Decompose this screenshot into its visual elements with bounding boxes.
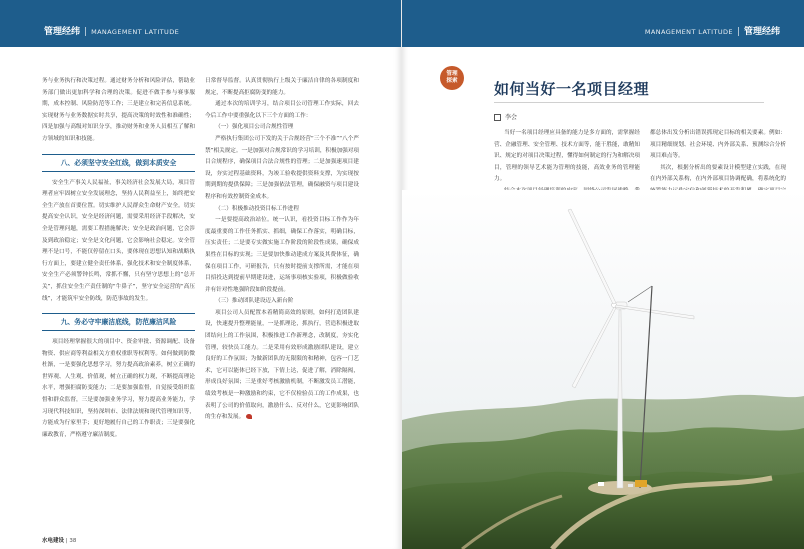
col2-subheading-3: （三）推动团队建设迈入新台阶 [215,298,294,305]
left-column-1 [42,76,195,441]
section-8-heading: 八、必须坚守安全红线，做到本质安全 [42,154,195,172]
left-column-2 [205,76,359,424]
right-header-section: 管理经纬 [743,27,780,37]
left-header-section: 管理经纬 [44,27,81,37]
right-page-header [402,0,804,47]
footer-page-number: 38 [69,538,77,544]
col2-paragraph-8-text: 项目公司人员配置本着精简高效的原则，如何打造团队建设，快速提升整理能量，一是抓理论，抓执行，营造积极进取团结向上的工作氛围，积极推进工作新理念，改制度，夯实化管理，较快员工能力。二是采用有效形成激励团队建设，建立良好的工作氛围；为做新团队的无限限的和精神，包容一门艺术，它可以能体已经下放，下情上达，促进了解，消除隔阂，形成良好氛围；三是重好考核激励机制，不断激发员工潜能，绩效考核是一种激励和约束，它不仅检验员工的工作成果，也表明了公司的价值取向，激励什么、反对什么，它更影响团队的生存和发展。 [205,309,359,421]
col2-paragraph-6: 一是要提高政治站位。统一认识，看投资目标工作作为年度最重要的工作任务抓实、抓细，确保工作落实，明确目标，压实责任；二是要专实做实施工作阶段的阶段性成果，确保成果性在目标的实现；三是要加快推动建成方案及其费体征，确保在项目工作，可研报告，只有按时提前支撑所需，才能在项目招投达到提前早期建设进，运场事项核实验项，积极做验收并有针对性地强阶段如阶段提前。 [205,217,359,293]
end-mark-icon [246,414,252,419]
section-9-heading: 九、务必守牢廉洁底线，防范廉洁风险 [42,313,195,331]
col2-subheading-1: （一）强化项目公司合规性管理 [215,124,294,131]
left-header-divider: | [84,27,88,37]
rc1-paragraph-1: 当好一名项目经理应具备的能力是多方面的，需掌握经营、企融管理、安全管理、技术方面等，能干胜能，敢精知识、规定的对项目决策过程，懂得如何制定的行为和解决项目，管理的领导艺术能为管理的技能，高效业务的管理能力。 [494,130,640,183]
section-9-paragraph: 项目经理掌握很大的项目中、资金审批、资源调配、设备物资、供应商等利益相关方重权重职等权利等。如何做到防微杜渐，一是要强化思想学习，努力提高政治素养，树立正确的世界观、人生观、价值观，树立正确的权力观，不断提高理论水平，增强拒腐防变能力；二是要加强监督，自觉接受组织监督和群众监督，三是要加强业务学习，努力提高业务能力，学习现代科技知识，坚持深圳市、法律法规和现代管理知识等，方能成为行家里手；更好地履行自己的工作职责；三是要强化廉政教育，严格遵守廉洁制度。 [42,339,195,438]
author-name: 李会 [505,114,518,121]
left-footer [42,536,76,544]
left-header-en: MANAGEMENT LATITUDE [91,28,180,36]
right-header-divider: | [736,27,740,37]
left-page-header [0,0,401,47]
col2-paragraph-1: 日常督导监督。认真贯彻执行上级关于廉洁自律的各项制度和规定，不断提高拒腐防变的能力。 [205,78,359,96]
badge-line-2: 探索 [446,78,458,84]
left-header-text [44,24,179,37]
footer-divider: | [65,538,68,544]
col2-subheading-2: （二）积极推动投资目标工作进程 [215,205,299,212]
column-badge [440,66,464,90]
badge-line-1: 管理 [446,71,458,77]
rc2-paragraph-2: 其次，根据分析出的要素设计模型建立实践，在现在内外部关系构，在内外部项目协调配确，将系统化的 [650,164,786,183]
col2-paragraph-8 [205,308,359,424]
col1-top-paragraph: 务与业务执行和决策过程。通过财务分析和风险评估，帮助业务部门做出更加科学和合理的决策。促进不做手参与赛事服期，成本控制、风险防范等工作；三是建立和完善信息系统。实现财务与业务数据实时共享，提高决策的时效性和准确性；四是加强与高级对知识分享，推动财务和业务人员相互了解和方领域的知识和技能。 [42,78,195,142]
crane-base [635,480,647,487]
right-header-text [645,24,780,37]
site-building-2 [628,484,633,487]
left-page [0,0,401,549]
footer-magazine-name: 水电建设 [42,538,65,544]
title-divider [494,102,764,103]
col2-paragraph-4: 严格执行集团公司下发的关于合规经营“三个不准”“八个严禁”相关规定。一是加强对合规常识的学习培训，积极加强对项目合规程序，确保项目合法合规性的管理；二是加强速项目建设，夯实过程基础资料，为竣工验收提供资料支撑，为实现按期到期的提供保障；三是加强依法管理，确保融资与项目建设程序和有效控制资金成本。 [205,135,359,200]
author-line [494,112,517,121]
section-8-paragraph: 安全生产事关人民福祉，事关经济社会发展大局，项目管理者应牢固树立安全发展理念，坚持人民利益至上，始终把安全生产放在首要位置。切实维护人民群众生命财产安全。切实提高安全认识，安全是经济问题，需要采用经济手段解决，安全是管理问题，需要工程措施解决；安全是政治问题，它会涉及到政治稳定；安全是文化问题，它会影响社会稳定。安全管理不是口号，不能仅停留在口头，要体现在思想认知和战略执行方面上，要建立健全责任体系，强化技术和安全制度体系，安全生产必须警钟长鸣，常抓不懈，只有坚守思想上的“总开关”，抓住安全生产责任制的“牛鼻子”，坚守安全运营的“高压线”，才能筑牢安全防线，防范事故的发生。 [42,179,195,302]
wind-turbine-photo [402,190,804,549]
right-page [402,0,804,549]
right-header-en: MANAGEMENT LATITUDE [644,28,733,36]
author-square-icon [494,114,501,121]
article-title: 如何当好一名项目经理 [494,80,650,98]
site-building-1 [598,482,604,486]
rc2-paragraph-1: 都总体出发分析出错误抓现定目标的相关要素。例如：项目精细规划、社会环境、内外部关系、预测综合分析项目难点等。 [650,130,786,160]
col2-paragraph-2: 通过本次的培训学习，结合项目公司管理工作实际，回去今后工作中要重强化以下三个方面的工作： [205,101,359,119]
